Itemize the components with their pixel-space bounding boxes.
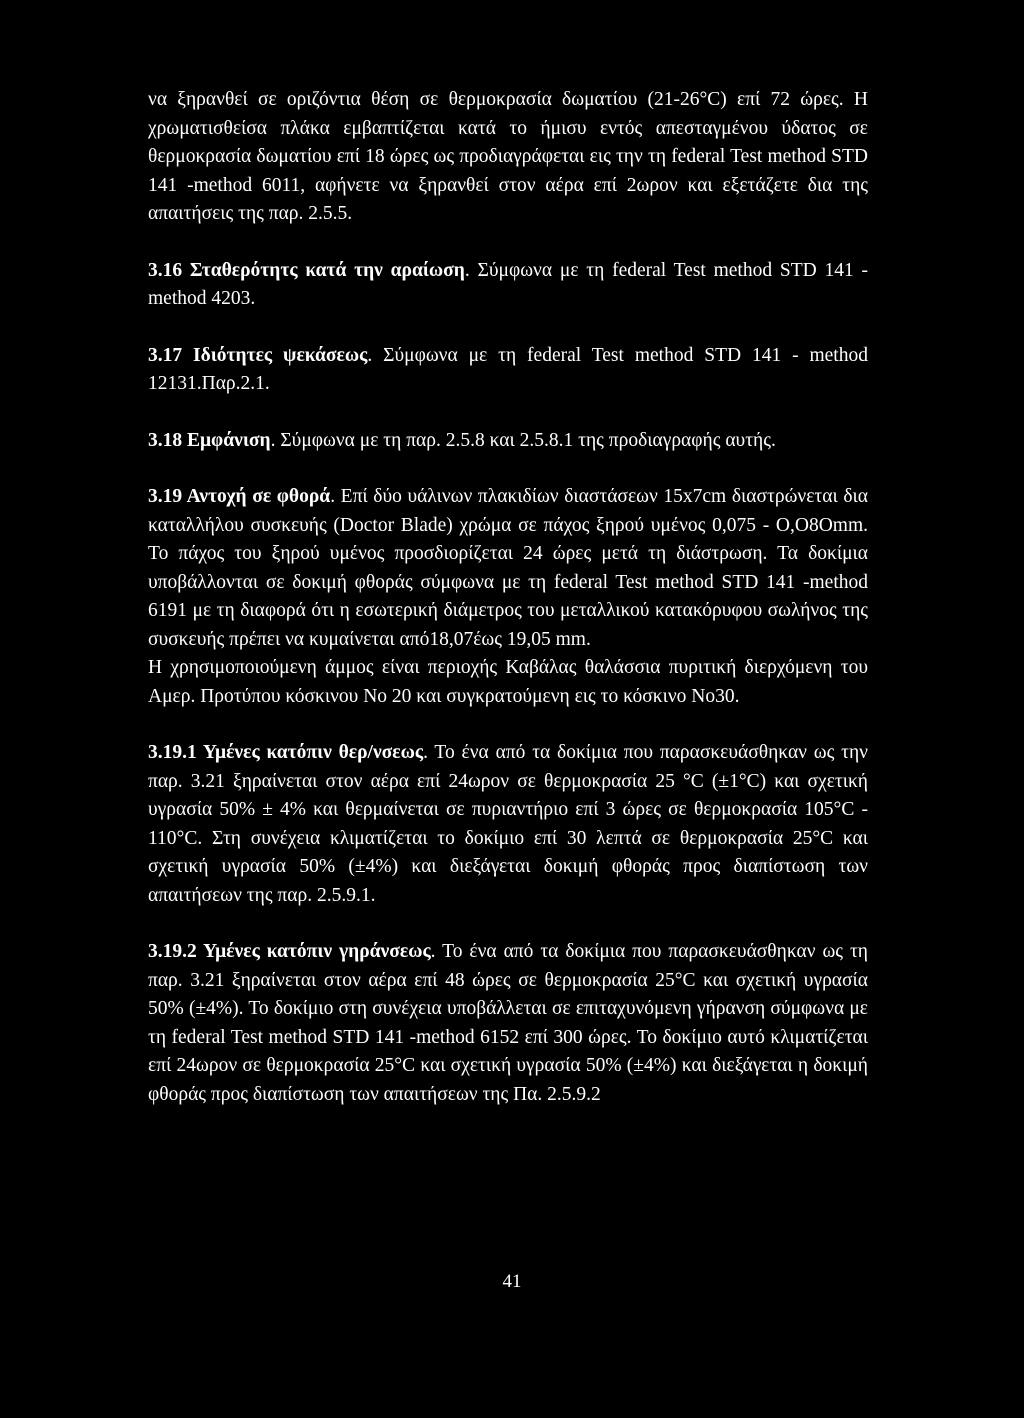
section-3-19-2-heading: 3.19.2 Υμένες κατόπιν γηράνσεως bbox=[148, 941, 431, 962]
section-3-19-1-heading: 3.19.1 Υμένες κατόπιν θερ/νσεως bbox=[148, 742, 424, 763]
section-3-17 bbox=[148, 342, 868, 399]
section-3-19-heading: 3.19 Αντοχή σε φθορά bbox=[148, 486, 331, 507]
section-3-16 bbox=[148, 257, 868, 314]
section-3-16-heading: 3.16 Σταθερότητς κατά την αραίωση bbox=[148, 259, 465, 281]
intro-paragraph bbox=[148, 86, 868, 229]
section-3-19-2 bbox=[148, 938, 868, 1109]
section-3-17-heading: 3.17 Ιδιότητες ψεκάσεως bbox=[148, 344, 368, 366]
section-3-18 bbox=[148, 427, 868, 456]
sand-text: Η χρησιμοποιούμενη άμμος είναι περιοχής Καβάλας θαλάσσια πυριτική διερχόμενη του Αμερ. Προτύπου κόσκινου Νο 20 και συγκρατούμενη εις το κόσκινο Νο30. bbox=[148, 657, 868, 707]
section-3-16-text: . Σύμφωνα με τη federal Test method STD 141 -method 4203. bbox=[148, 259, 869, 309]
section-3-19-1-text: . Το ένα από τα δοκίμια που παρασκευάσθηκαν ως την παρ. 3.21 ξηραίνεται στον αέρα επί 24ωρον σε θερμοκρασία 25 °C (±1°C) και σχετική υγρασία 50% ± 4% και θερμαίνεται σε πυριαντήριο επί 3 ώρες σε θερμοκρασία 105°C - 110°C. Στη συνέχεια κλιματίζεται το δοκίμιο επί 30 λεπτά σε θερμοκρασία 25°C και σχετική υγρασία 50% (±4%) και διεξάγεται δοκιμή φθοράς προς διαπίστωση των απαιτήσεων της παρ. 2.5.9.1. bbox=[148, 742, 868, 906]
section-3-19 bbox=[148, 483, 868, 654]
section-3-19-1 bbox=[148, 739, 868, 910]
page-number: 41 bbox=[502, 1271, 522, 1292]
section-3-19-text: . Επί δύο υάλινων πλακιδίων διαστάσεων 15x7cm διαστρώνεται δια καταλλήλου συσκευής (Doctor Blade) χρώμα σε πάχος ξηρού υμένος 0,075 - Ο,Ο8Οmm. Το πάχος του ξηρού υμένος προσδιορίζεται 24 ώρες μετά τη διάστρωση. Τα δοκίμια υποβάλλονται σε δοκιμή φθοράς σύμφωνα με τη federal Test method STD 141 -method 6191 με τη διαφορά ότι η εσωτερική διάμετρος του μεταλλικού κατακόρυφου σωλήνος της συσκευής πρέπει να κυμαίνεται από18,07έως 19,05 mm. bbox=[148, 486, 868, 650]
section-3-19-2-text: . Το ένα από τα δοκίμια που παρασκευάσθηκαν ως τη παρ. 3.21 ξηραίνεται στον αέρα επί 48 ώρες σε θερμοκρασία 25°C και σχετική υγρασία 50% (±4%). Το δοκίμιο στη συνέχεια υποβάλλεται σε επιταχυνόμενη γήρανση σύμφωνα με τη federal Test method STD 141 -method 6152 επί 300 ώρες. Το δοκίμιο αυτό κλιματίζεται επί 24ωρον σε θερμοκρασία 25°C και σχετική υγρασία 50% (±4%) και διεξάγεται η δοκιμή φθοράς προς διαπίστωση των απαιτήσεων της Πα. 2.5.9.2 bbox=[148, 941, 868, 1105]
sand-paragraph bbox=[148, 654, 868, 711]
section-3-18-heading: 3.18 Εμφάνιση bbox=[148, 429, 271, 451]
section-3-18-text: . Σύμφωνα με τη παρ. 2.5.8 και 2.5.8.1 της προδιαγραφής αυτής. bbox=[270, 429, 776, 451]
intro-text: να ξηρανθεί σε οριζόντια θέση σε θερμοκρασία δωματίου (21-26°C) επί 72 ώρες. Η χρωματισθείσα πλάκα εμβαπτίζεται κατά το ήμισυ εντός απεσταγμένου ύδατος σε θερμοκρασία δωματίου επί 18 ώρες ως προδιαγράφεται εις την τη federal Test method STD 141 -method 6011, αφήνετε να ξηρανθεί στον αέρα επί 2ωρον και εξετάζετε δια της απαιτήσεις της παρ. 2.5.5. bbox=[148, 89, 868, 224]
section-3-17-text: . Σύμφωνα με τη federal Test method STD 141 - method 12131.Παρ.2.1. bbox=[148, 344, 868, 394]
document-body bbox=[148, 86, 868, 1109]
